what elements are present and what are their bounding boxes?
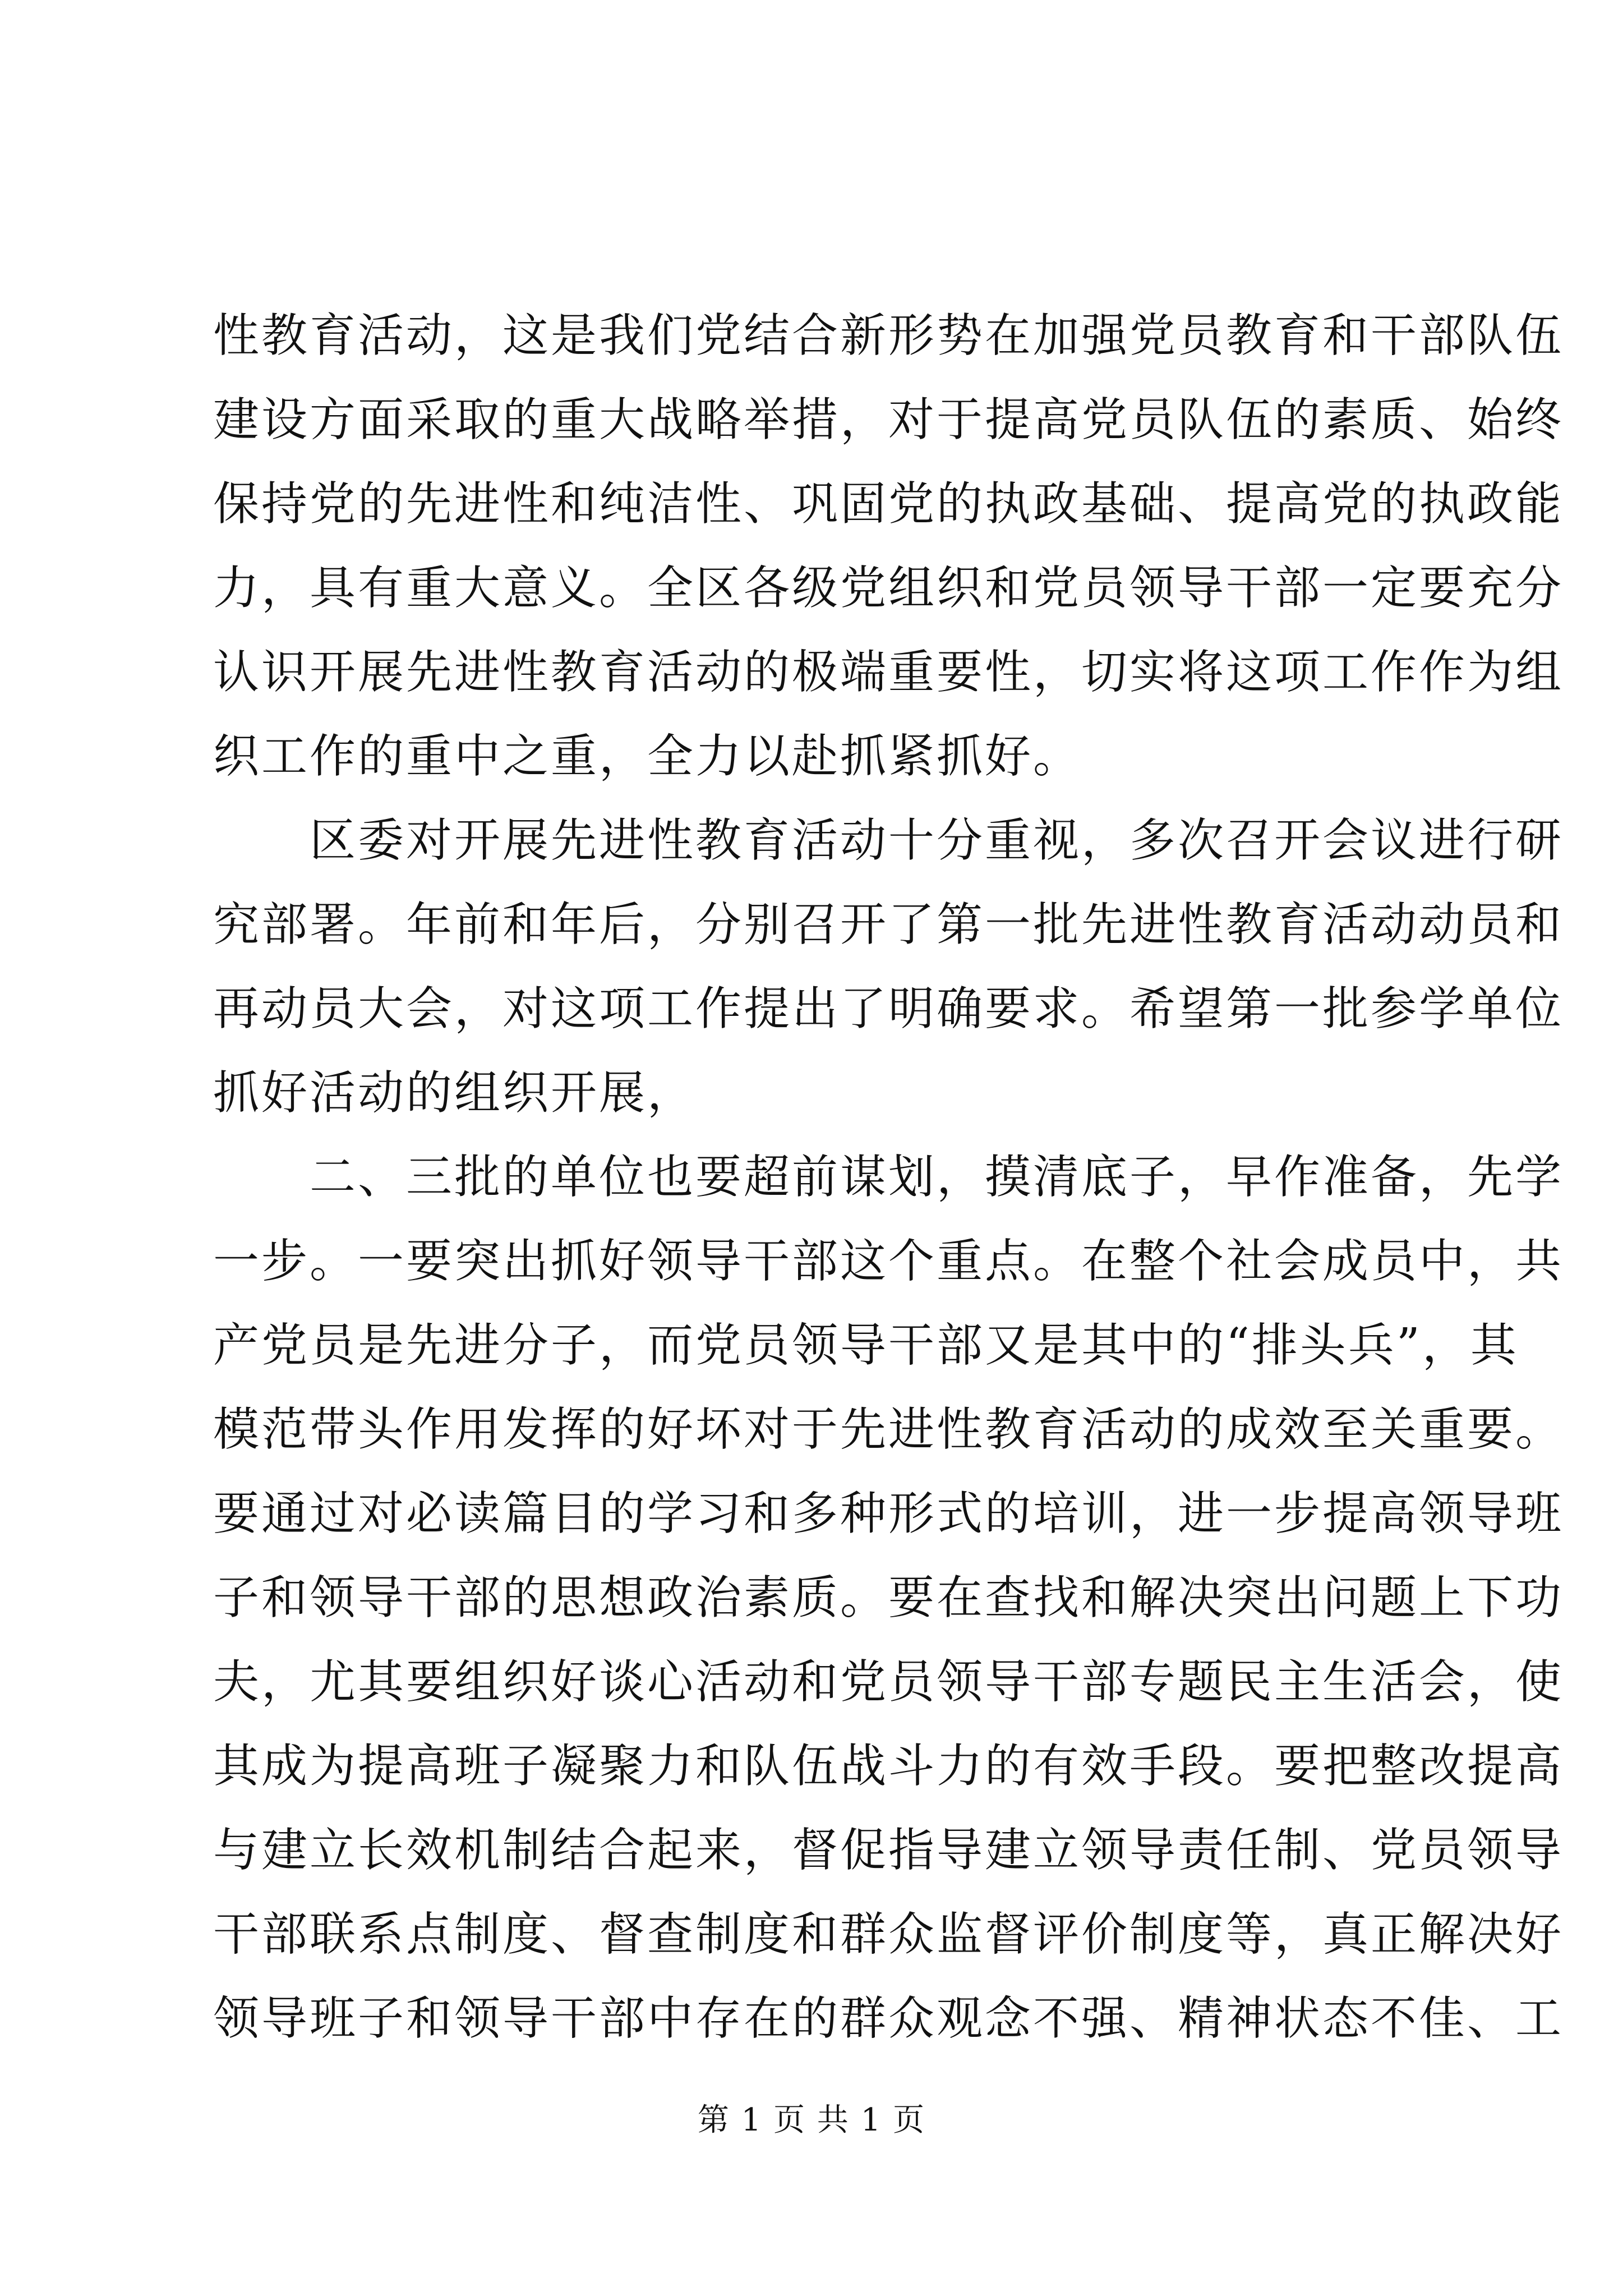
text-line: 力，具有重大意义。全区各级党组织和党员领导干部一定要充分 — [213, 562, 1564, 615]
text-line: 其成为提高班子凝聚力和队伍战斗力的有效手段。要把整改提高 — [213, 1740, 1564, 1793]
text-line: 二、三批的单位也要超前谋划，摸清底子，早作准备，先学 — [213, 1151, 1564, 1204]
text-line: 织工作的重中之重，全力以赴抓紧抓好。 — [213, 730, 1082, 783]
text-line: 一步。一要突出抓好领导干部这个重点。在整个社会成员中，共 — [213, 1235, 1564, 1288]
text-line: 究部署。年前和年后，分别召开了第一批先进性教育活动动员和 — [213, 898, 1564, 951]
text-line: 子和领导干部的思想政治素质。要在查找和解决突出问题上下功 — [213, 1571, 1564, 1625]
text-line: 认识开展先进性教育活动的极端重要性，切实将这项工作作为组 — [213, 646, 1564, 699]
text-line: 领导班子和领导干部中存在的群众观念不强、精神状态不佳、工 — [213, 1992, 1564, 2045]
text-line: 建设方面采取的重大战略举措，对于提高党员队伍的素质、始终 — [213, 393, 1564, 447]
text-line: 性教育活动，这是我们党结合新形势在加强党员教育和干部队伍 — [213, 309, 1564, 362]
page-number-footer: 第 1 页 共 1 页 — [697, 2102, 926, 2138]
text-line: 产党员是先进分子，而党员领导干部又是其中的“排头兵”，其 — [213, 1319, 1519, 1372]
text-line: 干部联系点制度、督查制度和群众监督评价制度等，真正解决好 — [213, 1908, 1564, 1961]
text-line: 要通过对必读篇目的学习和多种形式的培训，进一步提高领导班 — [213, 1487, 1564, 1540]
text-line: 夫，尤其要组织好谈心活动和党员领导干部专题民主生活会，使 — [213, 1655, 1564, 1709]
text-line: 模范带头作用发挥的好坏对于先进性教育活动的成效至关重要。 — [213, 1403, 1564, 1456]
document-body — [213, 294, 1564, 2061]
text-line: 抓好活动的组织开展， — [213, 1066, 696, 1120]
text-line: 保持党的先进性和纯洁性、巩固党的执政基础、提高党的执政能 — [213, 477, 1564, 531]
text-line: 再动员大会，对这项工作提出了明确要求。希望第一批参学单位 — [213, 982, 1564, 1036]
text-line: 区委对开展先进性教育活动十分重视，多次召开会议进行研 — [213, 814, 1564, 867]
text-line: 与建立长效机制结合起来，督促指导建立领导责任制、党员领导 — [213, 1824, 1564, 1877]
